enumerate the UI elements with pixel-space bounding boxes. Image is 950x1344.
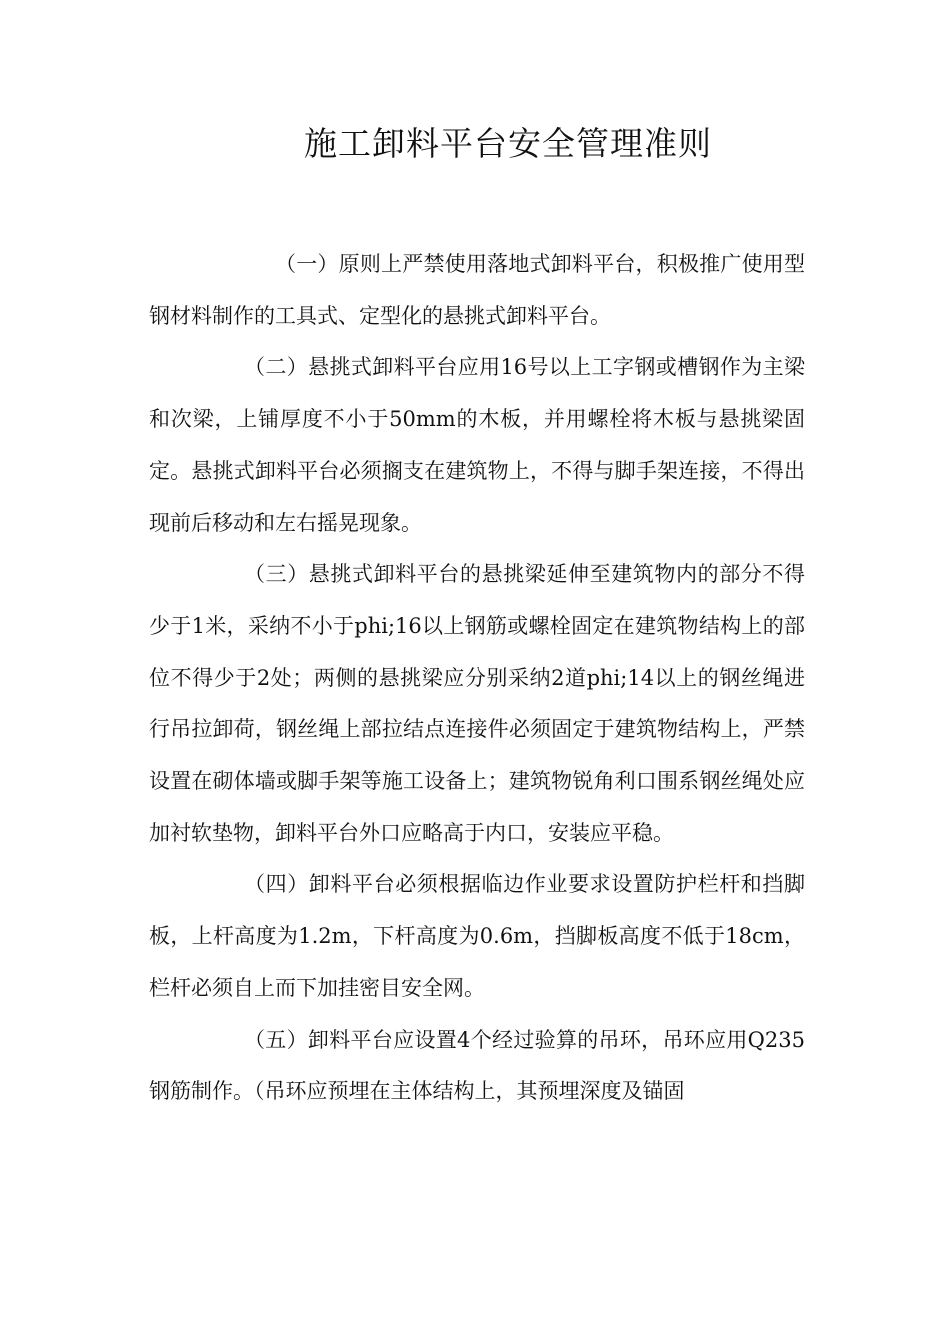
paragraph-4: （四）卸料平台必须根据临边作业要求设置防护栏杆和挡脚板，上杆高度为1.2m，下杆高度为0.6m，挡脚板高度不低于18cm，栏杆必须自上而下加挂密目安全网。: [149, 872, 805, 1000]
paragraph-5: （五）卸料平台应设置4个经过验算的吊环，吊环应用Q235钢筋制作。（吊环应预埋在主体结构上，其预埋深度及锚固: [149, 1027, 805, 1104]
paragraph-1: （一）原则上严禁使用落地式卸料平台，积极推广使用型钢材料制作的工具式、定型化的悬挑式卸料平台。: [149, 252, 805, 328]
document-title: 施工卸料平台安全管理准则: [304, 124, 712, 163]
paragraph-2: （二）悬挑式卸料平台应用16号以上工字钢或槽钢作为主梁和次梁，上铺厚度不小于50mm的木板，并用螺栓将木板与悬挑梁固定。悬挑式卸料平台必须搁支在建筑物上，不得与脚手架连接，不得出现前后移动和左右摇晃现象。: [149, 355, 805, 535]
document-body: [149, 239, 805, 1118]
paragraph-3: （三）悬挑式卸料平台的悬挑梁延伸至建筑物内的部分不得少于1米，采纳不小于phi;16以上钢筋或螺栓固定在建筑物结构上的部位不得少于2处；两侧的悬挑梁应分别采纳2道phi;14以上的钢丝绳进行吊拉卸荷，钢丝绳上部拉结点连接件必须固定于建筑物结构上，严禁设置在砌体墙或脚手架等施工设备上；建筑物锐角利口围系钢丝绳处应加衬软垫物，卸料平台外口应略高于内口，安装应平稳。: [149, 562, 805, 845]
